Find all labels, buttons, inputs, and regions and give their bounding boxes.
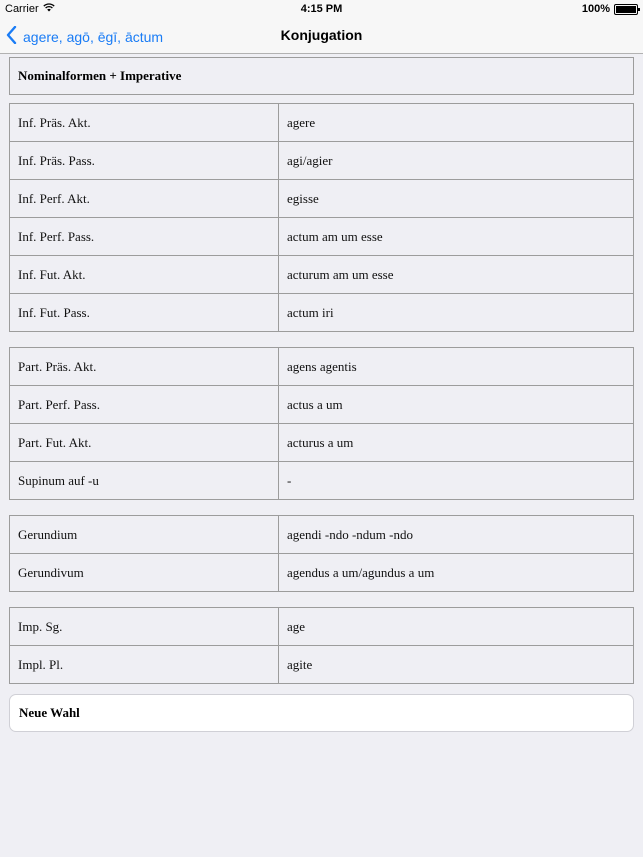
form-label: Part. Präs. Akt. (10, 348, 279, 386)
form-value: agite (279, 646, 634, 684)
table-row (10, 516, 634, 554)
form-label: Inf. Präs. Akt. (10, 104, 279, 142)
table-row (10, 462, 634, 500)
form-label: Inf. Präs. Pass. (10, 142, 279, 180)
form-label: Inf. Perf. Akt. (10, 180, 279, 218)
form-group (9, 103, 634, 332)
table-row (10, 386, 634, 424)
table-row (10, 608, 634, 646)
form-label: Gerundivum (10, 554, 279, 592)
form-label: Inf. Fut. Pass. (10, 294, 279, 332)
table-row (10, 554, 634, 592)
clock: 4:15 PM (300, 3, 343, 15)
conjugation-tables (9, 103, 634, 684)
conjugation-content (9, 57, 634, 732)
form-group (9, 607, 634, 684)
back-label: agere, agō, ēgī, āctum (23, 28, 164, 45)
form-label: Part. Fut. Akt. (10, 424, 279, 462)
form-value: age (279, 608, 634, 646)
table-row (10, 646, 634, 684)
form-value: acturus a um (279, 424, 634, 462)
table-row (10, 424, 634, 462)
navigation-bar (0, 20, 643, 54)
form-label: Gerundium (10, 516, 279, 554)
form-value: actus a um (279, 386, 634, 424)
form-label: Part. Perf. Pass. (10, 386, 279, 424)
form-group (9, 347, 634, 500)
table-row (10, 104, 634, 142)
section-header: Nominalformen + Imperative (9, 57, 634, 95)
carrier-label: Carrier (5, 3, 39, 15)
page-title: Konjugation (280, 27, 363, 43)
form-table (9, 347, 634, 500)
form-value: agere (279, 104, 634, 142)
form-label: Inf. Perf. Pass. (10, 218, 279, 256)
table-row (10, 218, 634, 256)
form-table (9, 103, 634, 332)
table-row (10, 256, 634, 294)
form-group (9, 515, 634, 592)
new-choice-button[interactable]: Neue Wahl (9, 694, 634, 732)
form-value: agendus a um/agundus a um (279, 554, 634, 592)
battery-percent: 100% (581, 3, 610, 15)
status-bar (0, 0, 643, 20)
form-value: acturum am um esse (279, 256, 634, 294)
form-value: - (279, 462, 634, 500)
form-label: Impl. Pl. (10, 646, 279, 684)
form-value: agens agentis (279, 348, 634, 386)
form-label: Imp. Sg. (10, 608, 279, 646)
form-label: Inf. Fut. Akt. (10, 256, 279, 294)
form-label: Supinum auf -u (10, 462, 279, 500)
form-value: egisse (279, 180, 634, 218)
table-row (10, 348, 634, 386)
form-value: actum am um esse (279, 218, 634, 256)
table-row (10, 142, 634, 180)
form-value: agendi -ndo -ndum -ndo (279, 516, 634, 554)
form-table (9, 607, 634, 684)
form-value: actum iri (279, 294, 634, 332)
table-row (10, 180, 634, 218)
table-row (10, 294, 634, 332)
battery-icon (614, 4, 638, 15)
form-value: agi/agier (279, 142, 634, 180)
form-table (9, 515, 634, 592)
